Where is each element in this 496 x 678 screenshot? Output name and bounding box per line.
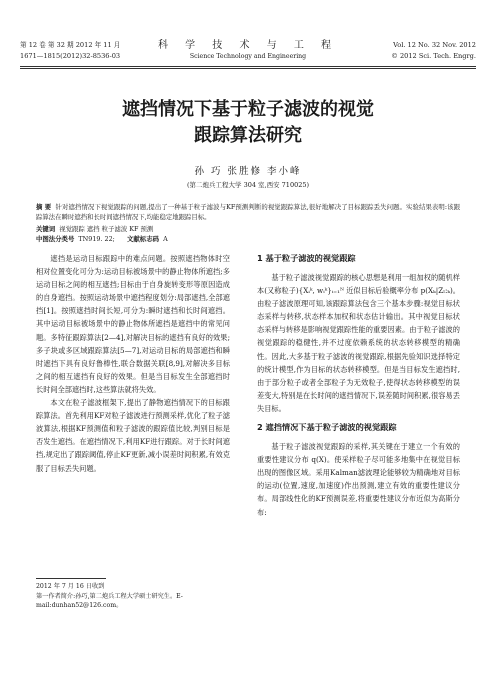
right-column: [257, 252, 460, 519]
journal-name-en: Science Technology and Engineering: [189, 53, 307, 60]
issn-line: 1671—1815(2012)32-8536-03: [20, 52, 121, 60]
footnote-received: 2012 年 7 月 16 日收到: [36, 583, 105, 590]
paper-title-line2: 跟踪算法研究: [194, 125, 302, 146]
abstract: [36, 202, 460, 222]
abstract-text: 针对遮挡情况下视觉跟踪的问题,提出了一种基于粒子滤波与KF预测判断的视觉跟踪算法,很好地解决了目标跟踪丢失问题。实验结果表明:该跟踪算法在瞬时遮挡和长时间遮挡情况下,均能稳定地跟踪目标。: [36, 203, 460, 222]
section-2-paragraph: 基于粒子滤波视觉跟踪的采样,其关键在于建立一个有效的重要性建议分布 q(X)。使采样粒子尽可能多地集中在视觉目标出现的图像区域。采用Kalman滤波理论能够较为精确地对目标的运动(位置,速度,加速度)作出预测,建立有效的重要性建议分布。局部线性化的KF预测误差,将重要性建议分布近似为高斯分布:: [257, 442, 460, 517]
copyright-line: © 2012 Sci. Tech. Engrg.: [391, 52, 476, 60]
volume-info-en: [391, 40, 476, 62]
keywords: [36, 224, 460, 234]
keywords-text: 视觉跟踪 遮挡 粒子滤波 KF 预测: [59, 225, 154, 233]
section-1-heading: 1 基于粒子滤波的视觉跟踪: [257, 253, 356, 263]
left-column: [36, 252, 230, 475]
section-2-heading: 2 遮挡情况下基于粒子滤波的视觉跟踪: [257, 422, 397, 433]
authors: 孙 巧 张胜修 李小峰: [194, 166, 302, 177]
doc-code-label: 文献标志码: [127, 235, 159, 243]
header-rule: [20, 66, 476, 67]
volume-line-en: Vol. 12 No. 32 Nov. 2012: [393, 41, 476, 49]
footnote: [36, 582, 230, 611]
cls-label: 中图法分类号: [36, 235, 75, 243]
affiliation: (第二炮兵工程大学 304 室,西安 710025): [186, 181, 310, 189]
footnote-author: 第一作者简介:孙巧,第二炮兵工程大学硕士研究生。E-mail:dunhan52@126.com。: [36, 592, 183, 609]
keywords-label: 关键词: [36, 225, 56, 233]
intro-paragraph-2: 本文在粒子滤波框架下,提出了静物遮挡情况下的目标跟踪算法。首先利用KF对粒子滤波进行预测采样,优化了粒子滤波算法,根据KF预测值和粒子滤波的跟踪值比较,判别目标是否发生遮挡。在遮挡情况下,利用KF进行跟踪。对于长时间遮挡,规定出了跟踪阈值,停止KF更新,减小误差时间积累,有效克服了目标丢失问题。: [36, 398, 230, 473]
journal-name-cn: 科 学 技 术 与 工 程: [157, 40, 339, 51]
section-1-paragraph: 基于粒子滤波视觉跟踪的核心思想是利用一组加权的随机样本(又称粒子){Xᵢᵏ, wᵢᵏ}ᵢ₌₁ᴺ 近似目标后验概率分布 p(Xₖ|Zₗ:ₖ)。由粒子滤波原理可知,该跟踪算法包含三个基本步骤:视觉目标状态采样与转移,状态样本加权和状态估计输出。其中视觉目标状态采样与转移是影响视觉跟踪性能的重要因素。由于粒子滤波的视觉跟踪的稳健性,并不过度依赖系统的状态转移模型的精确性。因此,大多基于粒子滤波的视觉跟踪,根据先验知识选择特定的统计模型,作为目标的状态转移模型。但是当目标发生遮挡时,由于部分粒子或者全部粒子为无效粒子,使得状态转移模型的误差变大,特别是在长时间的遮挡情况下,误差随时间积累,很容易丢失目标。: [257, 273, 460, 413]
doc-code-value: A: [163, 235, 168, 243]
intro-paragraph-1: 遮挡是运动目标跟踪中的难点问题。按照遮挡物体时空相对位置变化可分为:运动目标被场景中的静止物体所遮挡;多运动目标之间的相互遮挡;目标由于自身旋转变形等原因造成的自身遮挡。按照运动场景中遮挡程度划分:局部遮挡,全部遮挡[1]。按照遮挡时间长短,可分为:瞬时遮挡和长时间遮挡。其中运动目标被场景中的静止物体所遮挡是遮挡中的常见问题。多特征跟踪算法[2—4],对解决目标的遮挡有良好的效果;多子块或多区域跟踪算法[5—7],对运动目标的局部遮挡和瞬时遮挡下具有良好鲁棒性,联合数据关联[8,9],对解决多目标之间的相互遮挡有良好的效果。但是当目标发生全部遮挡时长时间全部遮挡时,这些算法就将失效。: [36, 254, 230, 394]
cls-value: TN919. 22;: [78, 235, 115, 243]
abstract-label: 摘 要: [36, 203, 52, 211]
volume-line: 第 12 卷 第 32 期 2012 年 11 月: [20, 41, 121, 49]
header-rule-thin: [20, 68, 476, 69]
classification: [36, 234, 460, 244]
footnote-rule: [36, 578, 106, 579]
paper-title-line1: 遮挡情况下基于粒子滤波的视觉: [122, 99, 374, 120]
